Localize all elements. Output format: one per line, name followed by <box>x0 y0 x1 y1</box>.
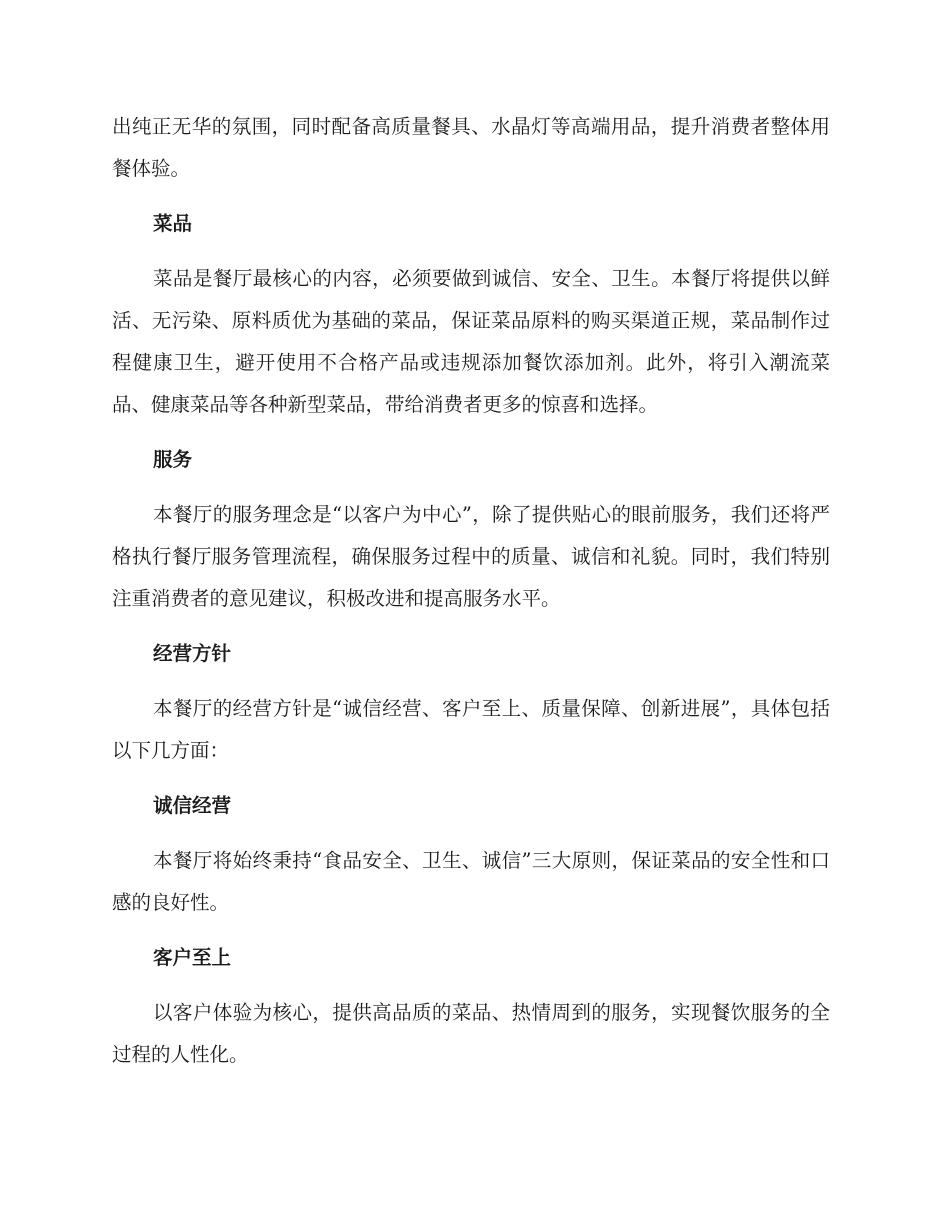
heading-service: 服务 <box>153 448 193 471</box>
paragraph-service: 本餐厅的服务理念是“以客户为中心”，除了提供贴心的眼前服务，我们还将严格执行餐厅服务管理流程，确保服务过程中的质量、诚信和礼貌。同时，我们特别注重消费者的意见建议，积极改进和提高服务水平。 <box>112 503 830 610</box>
heading-business-policy: 经营方针 <box>153 642 232 665</box>
paragraph-business-policy: 本餐厅的经营方针是“诚信经营、客户至上、质量保障、创新进展”，具体包括以下几方面： <box>112 697 830 762</box>
heading-integrity: 诚信经营 <box>153 794 232 817</box>
paragraph-intro-continued: 出纯正无华的氛围，同时配备高质量餐具、水晶灯等高端用品，提升消费者整体用餐体验。 <box>112 115 830 180</box>
heading-dishes: 菜品 <box>153 212 193 235</box>
paragraph-customer-first: 以客户体验为核心，提供高品质的菜品、热情周到的服务，实现餐饮服务的全过程的人性化。 <box>112 1001 830 1066</box>
heading-customer-first: 客户至上 <box>153 946 232 969</box>
paragraph-dishes: 菜品是餐厅最核心的内容，必须要做到诚信、安全、卫生。本餐厅将提供以鲜活、无污染、原料质优为基础的菜品，保证菜品原料的购买渠道正规，菜品制作过程健康卫生，避开使用不合格产品或违规添加餐饮添加剂。此外，将引入潮流菜品、健康菜品等各种新型菜品，带给消费者更多的惊喜和选择。 <box>112 267 830 416</box>
paragraph-integrity: 本餐厅将始终秉持“食品安全、卫生、诚信”三大原则，保证菜品的安全性和口感的良好性。 <box>112 849 830 914</box>
document-page <box>112 106 830 1076</box>
